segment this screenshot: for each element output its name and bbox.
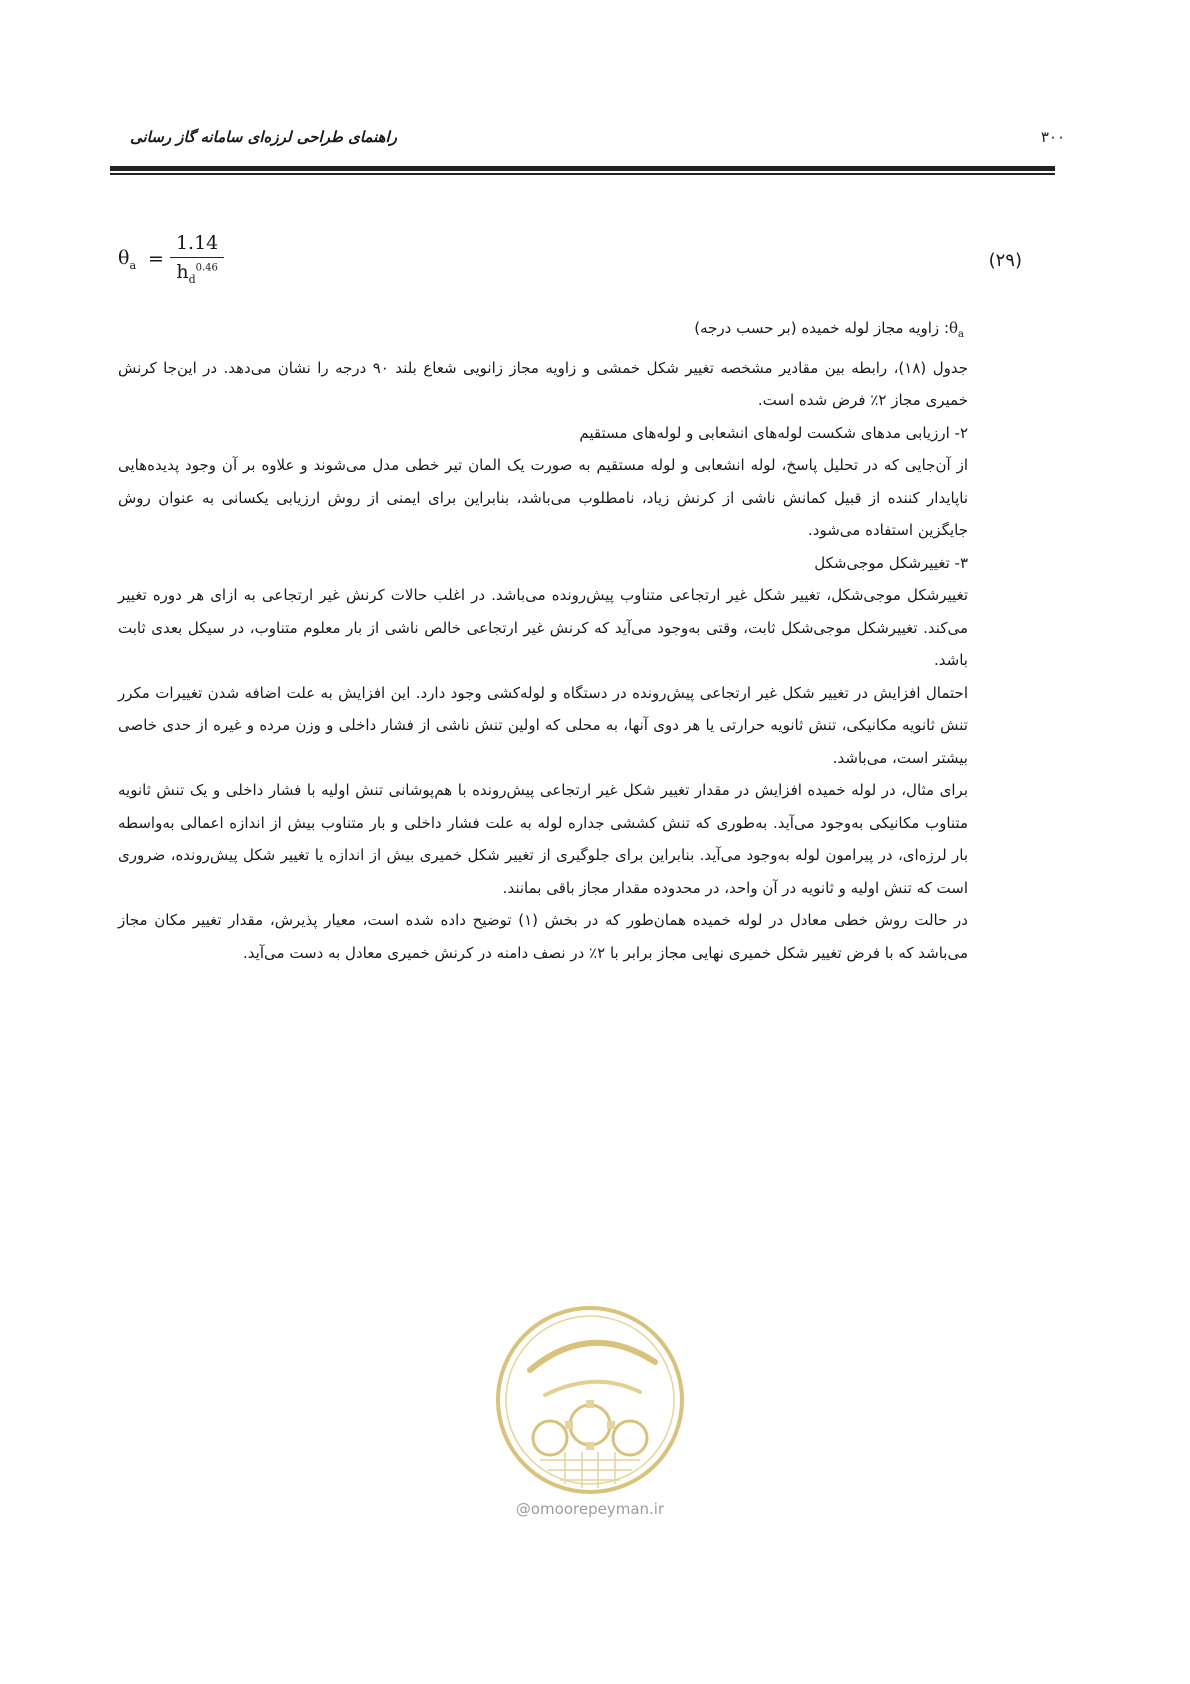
page-number: ۳۰۰: [1040, 128, 1065, 146]
watermark-logo: [490, 1300, 690, 1500]
watermark-seal-icon: [490, 1300, 690, 1500]
theta-subscript: a: [129, 258, 137, 272]
paragraph-acceptance-criterion: در حالت روش خطی معادل در لوله خمیده همان‌طور که در بخش (۱) توضیح داده شده است، معیار پذیرش، مقدار تغییر مکان مجاز می‌باشد که با فرض تغییر شکل خمیری نهایی مجاز برابر با ۲٪ در نصف دامنه در کرنش خمیری معادل به دست می‌آید.: [118, 911, 968, 962]
paragraph-ratcheting-probability: احتمال افزایش در تغییر شکل غیر ارتجاعی پیش‌رونده در دستگاه و لوله‌کشی وجود دارد. این افزایش به علت اضافه شدن تغییرات مکرر تنش ثانویه مکانیکی، تنش ثانویه حرارتی یا هر دوی آنها، به محلی که اولین تنش ناشی از فشار داخلی و وزن مرده و غیره از حدی خاصی بیشتر است، می‌باشد.: [118, 683, 968, 767]
definition-symbol: [949, 319, 964, 340]
equation-number: (۲۹): [988, 250, 1022, 271]
definition-text: : زاویه مجاز لوله خمیده (بر حسب درجه): [694, 319, 949, 337]
definition-theta: θ: [949, 319, 959, 337]
section-heading-2: ۲- ارزیابی مدهای شکست لوله‌های انشعابی و لوله‌های مستقیم: [579, 423, 968, 442]
definition-theta-subscript: a: [958, 329, 964, 340]
paragraph-ratcheting-definition: تغییرشکل موجی‌شکل، تغییر شکل غیر ارتجاعی متناوب پیش‌رونده می‌باشد. در اغلب حالات کرنش غیر ارتجاعی به ازای هر دوره تغییر می‌کند. تغییرشکل موجی‌شکل ثابت، وقتی به‌وجود می‌آید که کرنش غیر ارتجاعی خالص ناشی از بار معلوم متناوب، در سیکل بعدی ثابت باشد.: [118, 586, 968, 669]
header-rule-thin: [110, 173, 1055, 175]
denominator-exponent: 0.46: [195, 262, 218, 274]
watermark-caption: @omoorepeyman.ir: [515, 1500, 665, 1518]
theta-definition: [118, 312, 968, 352]
section-heading-3: ۳- تغییرشکل موجی‌شکل: [814, 553, 968, 572]
fraction-numerator: 1.14: [170, 232, 224, 258]
equals-sign: =: [148, 247, 164, 270]
equation-lhs: [118, 247, 136, 272]
fraction: [170, 232, 224, 286]
fraction-denominator: [176, 258, 218, 286]
paragraph-example: برای مثال، در لوله خمیده افزایش در مقدار تغییر شکل غیر ارتجاعی پیش‌رونده با هم‌پوشانی تنش اولیه با فشار داخلی و یک تنش ثانویه متناوب مکانیکی به‌وجود می‌آید. به‌طوری که تنش کششی جداره لوله به علت فشار داخلی و بار متناوب بیش از اندازه اعمالی به‌واسطه بار لرزه‌ای، در پیرامون لوله به‌وجود می‌آید. بنابراین برای جلوگیری از تغییر شکل خمیری بیش از اندازه یا تغییر شکل پیش‌رونده، ضروری است که تنش اولیه و ثانویه در آن واحد، در محدوده مقدار مجاز باقی بمانند.: [118, 781, 968, 897]
denominator-base: h: [176, 261, 189, 283]
theta-symbol: θ: [118, 246, 130, 269]
body-text: [118, 312, 968, 969]
paragraph-branch-pipes: از آن‌جایی که در تحلیل پاسخ، لوله انشعابی و لوله مستقیم به صورت یک المان تیر خطی مدل می‌شوند و علاوه بر آن وجود پدیده‌هایی ناپایدار کننده از قبیل کمانش ناشی از کرنش زیاد، نامطلوب می‌باشد، بنابراین برای ایمنی از روش ارزیابی یکسانی به عنوان روش جایگزین استفاده می‌شود.: [118, 456, 968, 539]
header-rule-thick: [110, 166, 1055, 171]
paragraph-table-18: جدول (۱۸)، رابطه بین مقادیر مشخصه تغییر شکل خمشی و زاویه مجاز زانویی شعاع بلند ۹۰ درجه را نشان می‌دهد. در این‌جا کرنش خمیری مجاز ۲٪ فرض شده است.: [118, 358, 968, 409]
running-header-title: راهنمای طراحی لرزه‌ای سامانه گاز رسانی: [130, 128, 397, 146]
equation-29: [118, 232, 224, 286]
denominator-subscript: d: [188, 272, 196, 286]
